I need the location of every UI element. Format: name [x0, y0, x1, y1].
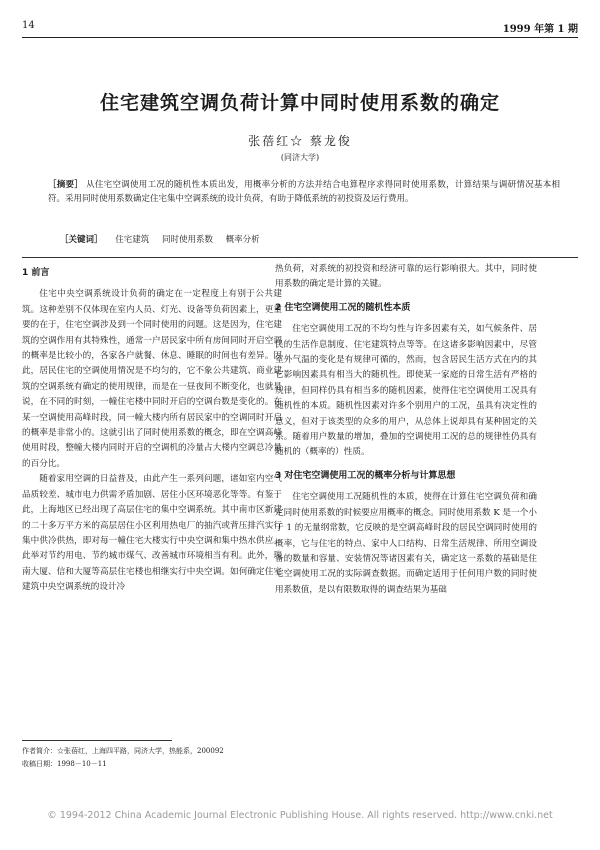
paragraph: 热负荷，对系统的初投资和经济可靠的运行影响很大。其中，同时使用系数的确定是计算的关键。 — [275, 264, 537, 290]
journal-issue: 1999 年第 1 期 — [502, 24, 578, 35]
right-column — [275, 262, 537, 598]
section-heading: 2 住宅空调使用工况的随机性本质 — [275, 302, 411, 313]
keywords — [60, 233, 560, 245]
running-header — [22, 20, 578, 36]
received-date: 收稿日期：1998－10－11 — [22, 760, 107, 768]
author-footnote: 作者简介：☆张蓓红，上海四平路，同济大学，热能系，200092 — [22, 747, 224, 755]
author-affiliation: (同济大学) — [280, 153, 320, 162]
keyword: 概率分析 — [225, 235, 260, 245]
page-number: 14 — [22, 20, 35, 31]
abstract — [48, 178, 560, 206]
paragraph: 住宅中央空调系统设计负荷的确定在一定程度上有别于公共建筑。这种差别不仅体现在室内人员、灯光、设备等负荷因素上，更重要的在于，住宅空调涉及到一个同时使用的问题。这是因为，住宅建筑的空调作用有其特殊性，通常一户居民家中所有房间同时开启空调的概率是比较小的，各家各户就餐、休息、睡眠的时间也有差异。因此，居民住宅的空调使用情况是不均匀的，它不象公共建筑、商业建筑的空调系统有确定的使用规律，而是在一昼夜间不断变化，也就是说，在不同的时刻，一幢住宅楼中同时开启的空调台数是变化的。在某一空调使用高峰时段，同一幢大楼内所有居民家中的空调同时开启的概率是非常小的。这就引出了同时使用系数的概念，即在空调高峰使用时段，整幢大楼内同时开启的空调机的冷量占大楼内空调总冷量的百分比。 — [22, 289, 282, 469]
footnote-divider — [22, 740, 172, 741]
article-title: 住宅建筑空调负荷计算中同时使用系数的确定 — [99, 92, 500, 114]
keyword: 住宅建筑 — [115, 235, 150, 245]
paragraph: 随着家用空调的日益普及，由此产生一系列问题，诸如室内空气品质较差、城市电力供需矛盾加剧、居住小区环境恶化等等。有鉴于此，上海地区已经出现了高层住宅的集中空调系统。其中南市区新建的二十多万平方米的高层居住小区利用热电厂的抽汽或背压排汽实行集中供冷供热，即对每一幢住宅大楼实行中央空调和集中热水供应。此举对节约用电、节约城市煤气、改善城市环境相当有利。此外，瑞南大厦、信和大厦等高层住宅楼也相继实行中央空调。如何确定住宅建筑中央空调系统的设计冷 — [22, 474, 282, 593]
header-divider — [22, 37, 578, 38]
section-heading: 1 前言 — [22, 268, 50, 278]
keywords-label: ［关键词］ — [60, 235, 103, 245]
keyword: 同时使用系数 — [161, 235, 213, 245]
article-authors: 张蓓红☆ 蔡龙俊 — [248, 134, 352, 148]
paragraph: 住宅空调使用工况随机性的本质，使得在计算住宅空调负荷和确定同时使用系数的时候要应用概率的概念。同时使用系数 K 是一个小于 1 的无量纲常数，它反映的是空调高峰时段的居民空调同时使用的概率，它与住宅的特点、家中人口结构、日常生活规律、所用空调设备的数量和容量、安装情况等诸因素有关，确定这一系数的基础是住宅空调使用工况的实际调查数据。而确定适用于任何用户数的同时使用系数值，是以有限数取得的调查结果为基础 — [275, 492, 537, 595]
copyright-watermark: © 1994-2012 China Academic Journal Electronic Publishing House. All rights reserved. http://www.cnki.net — [47, 810, 553, 821]
abstract-text: 从住宅空调使用工况的随机性本质出发，用概率分析的方法并结合电算程序求得同时使用系数，计算结果与调研情况基本相符。采用同时使用系数确定住宅集中空调系统的设计负荷，有助于降低系统的初投资及运行费用。 — [48, 180, 560, 204]
section-heading: 3 对住宅空调使用工况的概率分析与计算思想 — [275, 470, 456, 481]
abstract-label: ［摘要］ — [48, 180, 84, 190]
paragraph: 住宅空调使用工况的不均匀性与许多因素有关，如气候条件、居民的生活作息制度、住宅建筑特点等等。在这诸多影响因素中，尽管室外气温的变化是有规律可循的，然而，包含居民生活方式在内的其它影响因素具有相当大的随机性。即使某一家庭的日常生活有严格的规律，但同样仍具有相当多的随机因素，使得住宅空调使用工况具有随机性的本质。随机性因素对许多个别用户的工况，虽具有决定性的意义，但对于该类型的众多的用户，从总体上说却具有某种固定的关系。随着用户数量的增加，叠加的空调使用工况的总的规律性仍具有随机的（概率的）性质。 — [275, 324, 537, 458]
left-column — [22, 262, 282, 596]
abstract-divider — [22, 257, 578, 258]
